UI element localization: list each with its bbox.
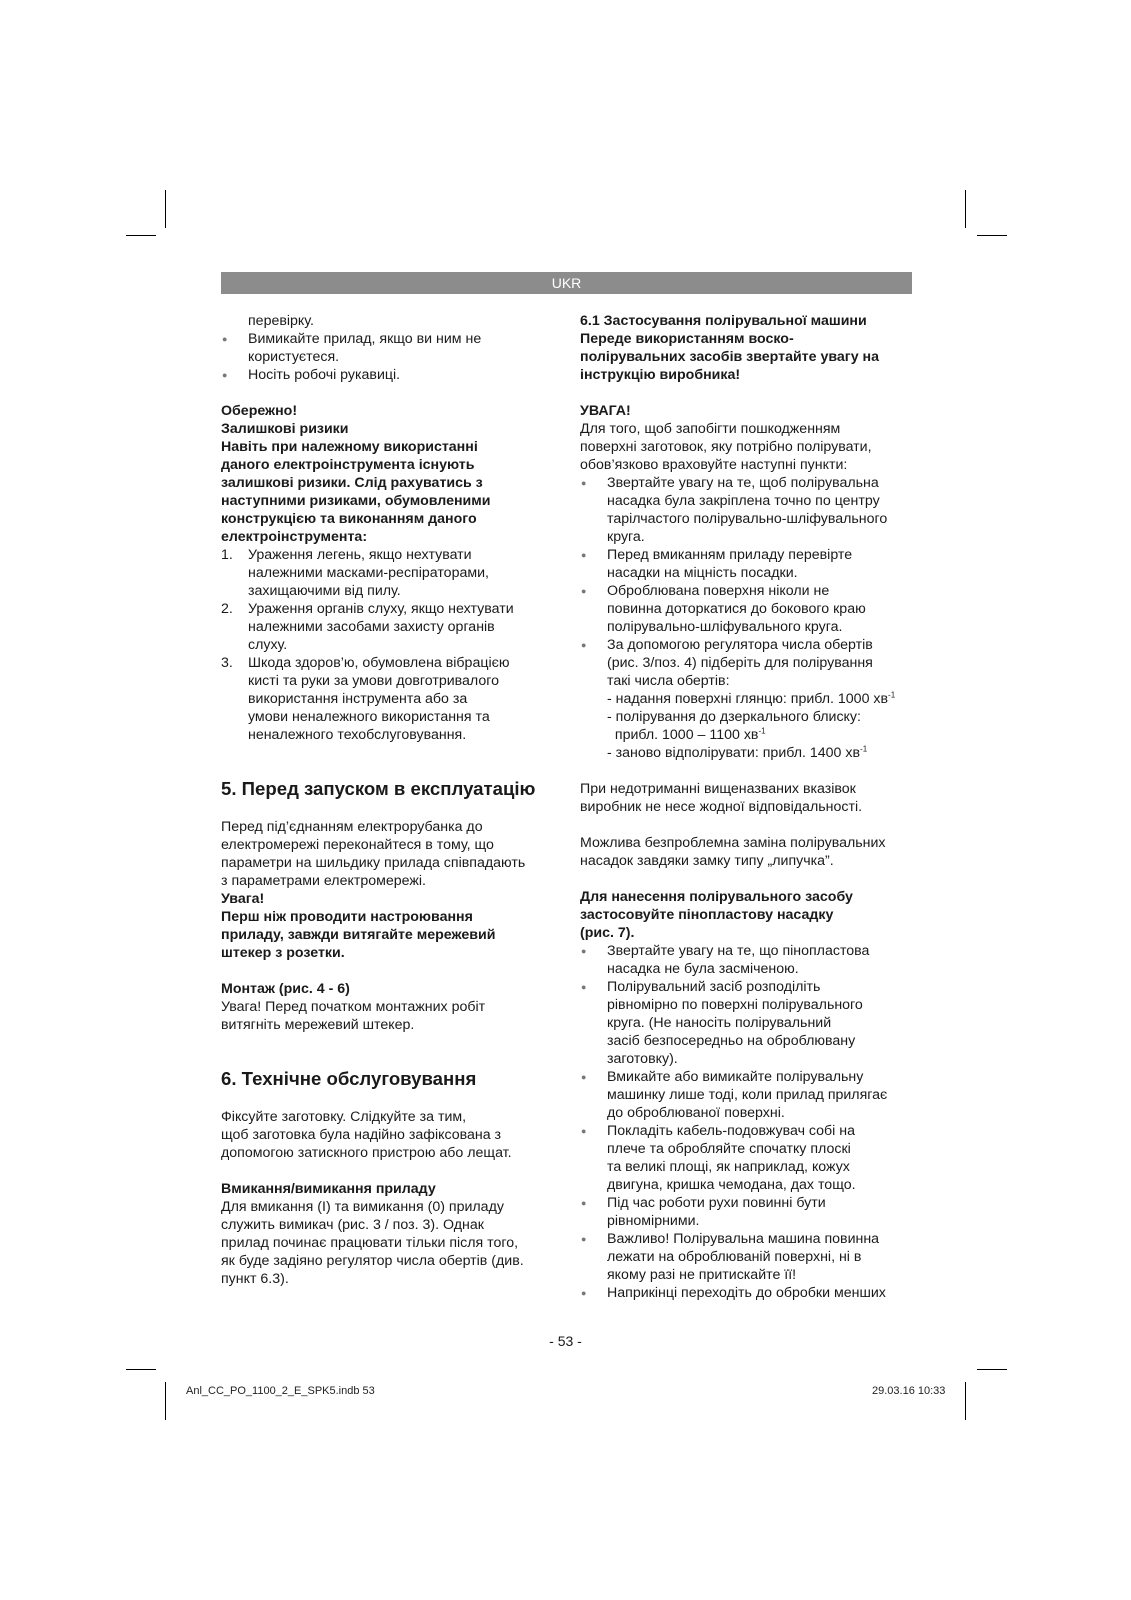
risk-line: кисті та руки за умови довготривалого [248, 673, 500, 689]
bullet-line: двигуна, кришка чемодана, дах тощо. [607, 1177, 856, 1193]
section-6-text [221, 1108, 551, 1162]
section-5-line: Перед під’єднанням електрорубанка до [221, 819, 483, 835]
mounting-text [221, 998, 551, 1034]
continued-line: перевірку. [248, 313, 314, 329]
risk-line: Шкода здоров’ю, обумовлена вібрацією [248, 655, 510, 671]
bullet-line: до оброблюваної поверхні. [607, 1105, 785, 1121]
bullet-line: рівномірними. [607, 1213, 700, 1229]
bullet-item [580, 1068, 920, 1122]
bullet-line: насадка не була засміченою. [607, 961, 799, 977]
speed-line: прибл. 1000 – 1100 $хв^{-1}$ [607, 726, 766, 743]
bullet-line: ● За допомогою регулятора числа обертів [607, 637, 873, 653]
section-6-1-heading [580, 312, 920, 384]
warning-line: електроінструмента: [221, 529, 368, 545]
switch-line: служить вимикач (рис. 3 / поз. 3). Однак [221, 1217, 484, 1233]
risk-list [221, 546, 551, 744]
section-6-heading: 6. Технічне обслуговування [221, 1068, 477, 1089]
bullet-line: ● Наприкінці переходіть до обробки менших [607, 1285, 886, 1301]
section-5-warning-text [221, 908, 551, 962]
risk-line: Ураження органів слуху, якщо нехтувати [248, 601, 514, 617]
section-5-line: з параметрами електромережі. [221, 873, 426, 889]
risk-item [221, 654, 551, 744]
crop-mark [977, 235, 1007, 236]
warning-line: Навіть при належному використанні [221, 439, 478, 455]
bullet-item [580, 978, 920, 1068]
warning-line: наступними ризиками, обумовленими [221, 493, 491, 509]
page-number: - 53 - [549, 1333, 582, 1349]
section-5-line: електромережі переконайтеся в тому, що [221, 837, 494, 853]
bullet-line: ● Носіть робочі рукавиці. [248, 367, 401, 383]
liability-line: виробник не несе жодної відповідальності. [580, 799, 863, 815]
speed-line: - надання поверхні глянцю: прибл. 1000 $хв^{-1}$ [607, 690, 896, 707]
bullet-line: рівномірно по поверхні полірувального [607, 997, 863, 1013]
crop-mark [126, 235, 156, 236]
bullet-line: машинку лише тоді, коли прилад прилягає [607, 1087, 888, 1103]
bullet-line: лежати на оброблюваній поверхні, ні в [607, 1249, 862, 1265]
bullet-line: ● Вмикайте або вимикайте полірувальну [607, 1069, 864, 1085]
bullet-line: ● Важливо! Полірувальна машина повинна [607, 1231, 880, 1247]
risk-line: використання інструмента або за [248, 691, 468, 707]
switch-title: Вмикання/вимикання приладу [221, 1181, 436, 1197]
bullet-line: та великі площі, як наприклад, кожух [607, 1159, 850, 1175]
risk-line: слуху. [248, 637, 288, 653]
foam-bullet-list [580, 942, 920, 1302]
risk-line: умови неналежного використання та [248, 709, 490, 725]
attention-line: поверхні заготовок, яку потрібно полірувати, [580, 439, 872, 455]
bullet-line: засіб безпосередньо на оброблювану [607, 1033, 856, 1049]
section-6-1-line: Переде використанням воско- [580, 331, 794, 347]
risk-line: Ураження легень, якщо нехтувати [248, 547, 472, 563]
bullet-line: ● Полірувальний засіб розподіліть [607, 979, 821, 995]
section-6-line: щоб заготовка була надійно зафіксована з [221, 1127, 502, 1143]
crop-mark [165, 1382, 166, 1420]
section-5-warning-line: приладу, завжди витягайте мережевий [221, 927, 496, 943]
bullet-line: користуєтеся. [248, 349, 340, 365]
bullet-line: полірувально-шліфувального круга. [607, 619, 843, 635]
bullet-line: ● Покладіть кабель-подовжувач собі на [607, 1123, 856, 1139]
foam-title-line: (рис. 7). [580, 925, 635, 941]
switch-line: пункт 6.3). [221, 1271, 289, 1287]
section-6-1-line: полірувальних засобів звертайте увагу на [580, 349, 879, 365]
warning-text [221, 438, 551, 546]
liability-text [580, 780, 920, 816]
bullet-item [580, 942, 920, 978]
section-5-warning-title: Увага! [221, 891, 265, 907]
switch-text [221, 1198, 551, 1288]
bullet-line: ● Перед вмиканням приладу перевірте [607, 547, 853, 563]
bullet-item [580, 474, 920, 546]
bullet-line: (рис. 3/поз. 4) підберіть для полірування [607, 655, 873, 671]
attention-title: УВАГА! [580, 403, 631, 419]
speed-line: - полірування до дзеркального блиску: [607, 709, 861, 725]
section-6-1-line: інструкцію виробника! [580, 367, 741, 383]
crop-mark [165, 190, 166, 228]
section-6-line: допомогою затискного пристрою або лещат. [221, 1145, 512, 1161]
top-bullet-list [221, 330, 551, 384]
switch-line: як буде задіяно регулятор числа обертів (див. [221, 1253, 524, 1269]
attention-text [580, 420, 920, 474]
section-5-warning-line: Перш ніж проводити настроювання [221, 909, 473, 925]
velcro-text [580, 834, 920, 870]
bullet-line: якому разі не притискайте її! [607, 1267, 797, 1283]
speed-unit-exponent: -1 [758, 726, 766, 736]
crop-mark [977, 1369, 1007, 1370]
bullet-line: круга. [607, 529, 645, 545]
speed-unit-exponent: -1 [888, 690, 896, 700]
right-column [580, 312, 920, 1302]
velcro-line: Можлива безпроблемна заміна полірувальних [580, 835, 886, 851]
foam-title-line: Для нанесення полірувального засобу [580, 889, 853, 905]
mounting-title: Монтаж (рис. 4 - 6) [221, 981, 350, 997]
speed-unit-exponent: -1 [860, 744, 868, 754]
attention-line: Для того, щоб запобігти пошкодженням [580, 421, 841, 437]
bullet-item [580, 1122, 920, 1194]
section-6-line: Фіксуйте заготовку. Слідкуйте за тим, [221, 1109, 467, 1125]
crop-mark [965, 190, 966, 228]
warning-line: даного електроінструмента існують [221, 457, 475, 473]
section-5-line: параметри на шильдику прилада співпадають [221, 855, 526, 871]
language-label: UKR [551, 275, 582, 291]
bullet-line: ● Звертайте увагу на те, щоб полірувальна [607, 475, 879, 491]
velcro-line: насадок завдяки замку типу „липучка”. [580, 853, 834, 869]
footer-file: Anl_CC_PO_1100_2_E_SPK5.indb 53 [186, 1385, 375, 1397]
bullet-line: заготовку). [607, 1051, 678, 1067]
footer-date: 29.03.16 10:33 [872, 1385, 946, 1397]
risk-number: 1. [221, 547, 233, 563]
section-6-1-line: 6.1 Застосування полірувальної машини [580, 313, 867, 329]
bullet-line: насадки на міцність посадки. [607, 565, 798, 581]
warning-subtitle: Залишкові ризики [221, 421, 349, 437]
warning-line: конструкцією та виконанням даного [221, 511, 477, 527]
section-5-warning-line: штекер з розетки. [221, 945, 345, 961]
bullet-line: такі числа обертів: [607, 673, 730, 689]
bullet-line: ● Під час роботи рухи повинні бути [607, 1195, 826, 1211]
bullet-line: тарілчастого полірувально-шліфувального [607, 511, 888, 527]
section-5-text [221, 818, 551, 890]
risk-number: 2. [221, 601, 233, 617]
risk-number: 3. [221, 655, 233, 671]
warning-line: залишкові ризики. Слід рахуватись з [221, 475, 483, 491]
bullet-item [580, 1194, 920, 1230]
bullet-line: плече та обробляйте спочатку плоскі [607, 1141, 851, 1157]
bullet-line: повинна доторкатися до бокового краю [607, 601, 866, 617]
speed-list [580, 690, 920, 762]
bullet-line: ● Звертайте увагу на те, що пінопластова [607, 943, 870, 959]
bullet-item [580, 636, 920, 690]
bullet-item [221, 366, 551, 384]
mounting-line: Увага! Перед початком монтажних робіт [221, 999, 486, 1015]
warning-title: Обережно! [221, 403, 298, 419]
risk-line: захищаючими від пилу. [248, 583, 401, 599]
crop-mark [126, 1369, 156, 1370]
crop-mark [965, 1382, 966, 1420]
risk-line: належними засобами захисту органів [248, 619, 495, 635]
left-column [221, 312, 551, 1288]
section-5-heading: 5. Перед запуском в експлуатацію [221, 778, 536, 799]
foam-pad-title [580, 888, 920, 942]
risk-item [221, 600, 551, 654]
foam-title-line: застосовуйте пінопластову насадку [580, 907, 834, 923]
bullet-line: насадка була закріплена точно по центру [607, 493, 880, 509]
liability-line: При недотриманні вищеназваних вказівок [580, 781, 856, 797]
bullet-line: ● Вимикайте прилад, якщо ви ним не [248, 331, 482, 347]
bullet-item [580, 1284, 920, 1302]
attention-line: обов’язково враховуйте наступні пункти: [580, 457, 848, 473]
risk-item [221, 546, 551, 600]
language-header-bar [221, 272, 912, 294]
switch-line: прилад починає працювати тільки після того, [221, 1235, 519, 1251]
bullet-item [221, 330, 551, 366]
bullet-item [580, 1230, 920, 1284]
risk-line: неналежного техобслуговування. [248, 727, 467, 743]
switch-line: Для вмикання (I) та вимикання (0) приладу [221, 1199, 504, 1215]
risk-line: належними масками-респіраторами, [248, 565, 489, 581]
mounting-line: витягніть мережевий штекер. [221, 1017, 415, 1033]
speed-line: - заново відполірувати: прибл. 1400 $хв^{-1}$ [607, 744, 868, 761]
bullet-line: круга. (Не наносіть полірувальний [607, 1015, 832, 1031]
bullet-item [580, 546, 920, 582]
attention-bullet-list [580, 474, 920, 690]
bullet-line: ● Оброблювана поверхня ніколи не [607, 583, 830, 599]
bullet-item [580, 582, 920, 636]
